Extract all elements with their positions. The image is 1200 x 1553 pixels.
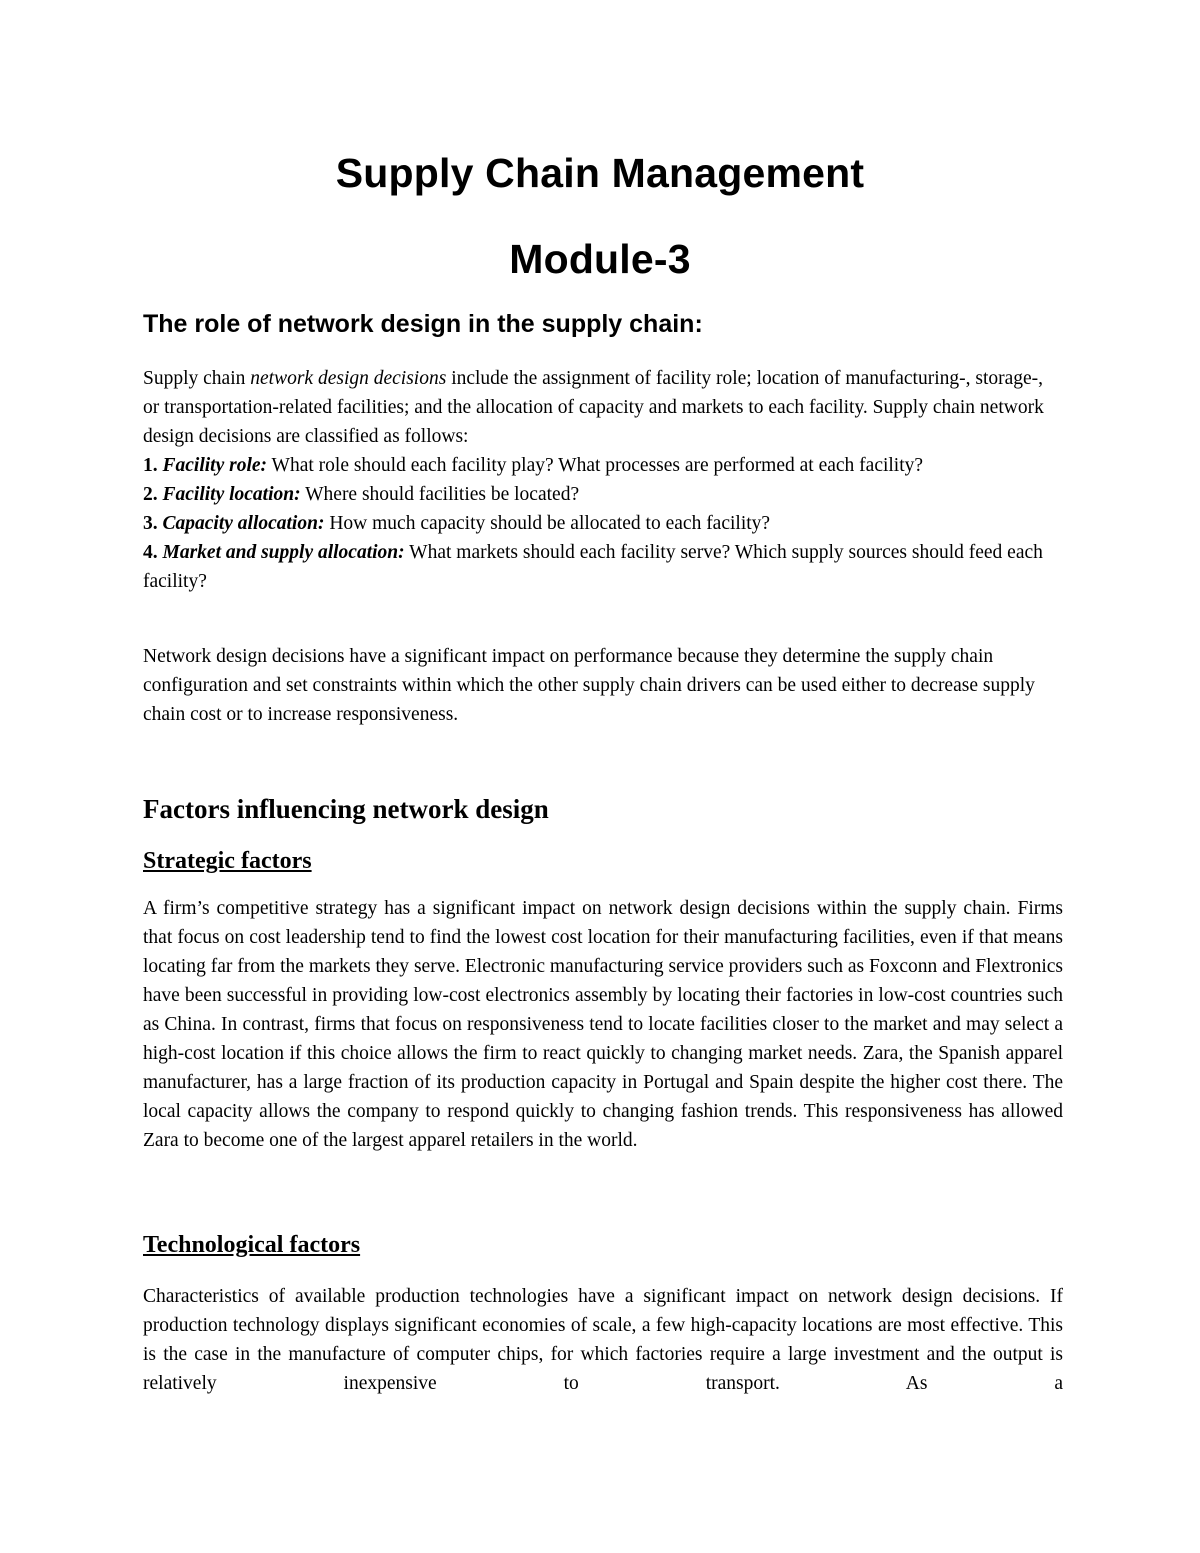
list-item: [143, 509, 1063, 538]
intro-paragraph: [143, 364, 1063, 451]
section-heading-network-design-role: The role of network design in the supply chain:: [143, 310, 703, 338]
list-item: [143, 480, 1063, 509]
list-item-text: What role should each facility play? What processes are performed at each facility?: [267, 455, 924, 476]
intro-block: [143, 364, 1063, 596]
technological-factors-paragraph: Characteristics of available production technologies have a significant impact on network design decisions. If production technology displays significant economies of scale, a few high-capacity locations are most effective. This is the case in the manufacture of computer chips, for which factories require a large investment and the output is relatively inexpensive to transport. As a: [143, 1286, 1063, 1394]
list-item-number: 4.: [143, 542, 158, 563]
intro-suffix: include the assignment of facility role; location of manufacturing-, storage-, or transportation-related facilities; and the allocation of capacity and markets to each facility. Supply chain network design decisions are classified as follows:: [143, 368, 1044, 447]
document-title: Supply Chain Management: [335, 150, 865, 196]
strategic-factors-block: [143, 894, 1063, 1155]
module-title: Module-3: [509, 236, 691, 282]
list-item-term: Facility location:: [162, 484, 301, 505]
subheading-technological-factors: Technological factors: [143, 1232, 361, 1258]
list-item-number: 2.: [143, 484, 158, 505]
intro-prefix: Supply chain: [143, 368, 251, 389]
list-item-number: 3.: [143, 513, 158, 534]
list-item-text: Where should facilities be located?: [300, 484, 580, 505]
list-item: [143, 451, 1063, 480]
list-item-text: What markets should each facility serve? Which supply sources should feed each facility?: [143, 542, 1043, 592]
list-item-text: How much capacity should be allocated to each facility?: [324, 513, 771, 534]
list-item-term: Market and supply allocation:: [162, 542, 405, 563]
subheading-strategic-factors: Strategic factors: [143, 848, 312, 874]
list-item-number: 1.: [143, 455, 158, 476]
section-heading-factors: Factors influencing network design: [143, 794, 549, 824]
list-item-term: Capacity allocation:: [162, 513, 325, 534]
technological-factors-block: [143, 1282, 1063, 1398]
strategic-factors-paragraph: A firm’s competitive strategy has a significant impact on network design decisions within the supply chain. Firms that focus on cost leadership tend to find the lowest cost location for their manufacturing facilities, even if that means locating far from the markets they serve. Electronic manufacturing service providers such as Foxconn and Flextronics have been successful in providing low-cost electronics assembly by locating their factories in low-cost countries such as China. In contrast, firms that focus on responsiveness tend to locate facilities closer to the market and may select a high-cost location if this choice allows the firm to react quickly to changing market needs. Zara, the Spanish apparel manufacturer, has a large fraction of its production capacity in Portugal and Spain despite the higher cost there. The local capacity allows the company to respond quickly to changing fashion trends. This responsiveness has allowed Zara to become one of the largest apparel retailers in the world.: [143, 898, 1063, 1151]
network-design-impact-paragraph: Network design decisions have a significant impact on performance because they determine the supply chain configuration and set constraints within which the other supply chain drivers can be used either to decrease supply chain cost or to increase responsiveness.: [143, 646, 1035, 725]
list-item: [143, 538, 1063, 596]
network-design-impact-block: [143, 642, 1063, 729]
intro-italic-term: network design decisions: [250, 368, 447, 389]
list-item-term: Facility role:: [162, 455, 268, 476]
